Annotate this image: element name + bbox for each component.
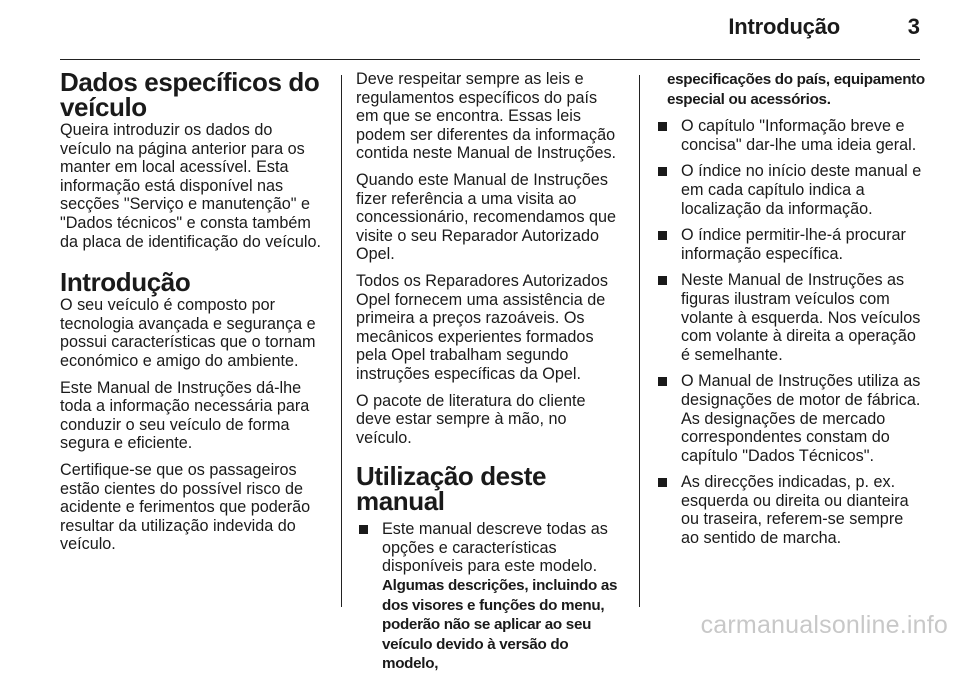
column-3 — [655, 70, 925, 556]
list-item-text: O índice no início deste manual e em cada capítulo indica a localização da informação. — [681, 162, 922, 218]
list-item-text: As direcções indicadas, p. ex. esquerda ou direita ou dianteira ou traseira, referem-se sempre ao sentido de marcha. — [681, 473, 909, 548]
paragraph-col2-2: Quando este Manual de Instruções fizer referência a uma visita ao concessionário, recomendamos que visite o seu Reparador Autorizado Opel. — [356, 170, 617, 264]
paragraph-intro-1: O seu veículo é composto por tecnologia avançada e segurança e possui características que o tornam económico e amigo do ambiente. — [60, 296, 316, 370]
paragraph-col2-3: Todos os Reparadores Autorizados Opel fornecem uma assistência de primeira a preços razoáveis. Os mecânicos experientes formados pela Opel trabalham segundo instruções específicas da Opel. — [356, 271, 608, 383]
column-1 — [60, 67, 328, 562]
heading-utilizacao: Utilização deste manual — [356, 461, 547, 517]
square-bullet-icon — [658, 478, 667, 487]
paragraph-col2-4: O pacote de literatura do cliente deve estar sempre à mão, no veículo. — [356, 391, 586, 447]
list-item — [655, 226, 925, 263]
bullet-list-col3 — [655, 70, 925, 548]
list-item — [655, 162, 925, 218]
square-bullet-icon — [658, 122, 667, 131]
list-item-text: O Manual de Instruções utiliza as designações de motor de fábrica. As designações de mercado correspondentes constam do capítulo "Dados Técnicos". — [681, 372, 921, 465]
heading-introducao: Introdução — [60, 267, 191, 298]
list-item-text: O capítulo "Informação breve e concisa" dar-lhe uma ideia geral. — [681, 117, 917, 154]
list-item — [655, 372, 925, 465]
paragraph-dados: Queira introduzir os dados do veículo na página anterior para os manter em local acessível. Esta informação está disponível nas secções "Serviço e manutenção" e "Dados técnicos" e consta também da placa de identificação do veículo. — [60, 121, 321, 251]
page-number: 3 — [907, 14, 920, 39]
list-item — [655, 117, 925, 154]
list-item-bold-text: Algumas descrições, incluindo as dos visores e funções do menu, poderão não se aplicar ao seu veículo devido à versão do modelo, — [382, 577, 618, 673]
header-title: Introdução — [728, 14, 840, 39]
heading-dados-especificos: Dados específicos do veículo — [60, 67, 320, 122]
list-item-text: Neste Manual de Instruções as figuras ilustram veículos com volante à esquerda. Nos veículos com volante à direita a operação é semelhante. — [681, 271, 921, 364]
column-2 — [356, 70, 624, 682]
list-item — [655, 271, 925, 364]
column-divider-2 — [639, 75, 640, 607]
list-item-bold-text: especificações do país, equipamento especial ou acessórios. — [667, 71, 925, 108]
watermark: carmanualsonline.info — [700, 611, 948, 639]
square-bullet-icon — [658, 231, 667, 240]
list-item — [655, 473, 925, 547]
list-item-continuation — [655, 70, 925, 109]
column-divider-1 — [341, 75, 342, 607]
list-item-text: Este manual descreve todas as opções e características disponíveis para este modelo. — [382, 520, 608, 576]
bullet-list-col2 — [356, 520, 624, 674]
header-rule — [60, 59, 920, 60]
square-bullet-icon — [658, 276, 667, 285]
paragraph-intro-3: Certifique-se que os passageiros estão cientes do possível risco de acidente e ferimentos que poderão resultar da utilização indevida do veículo. — [60, 460, 311, 554]
paragraph-col2-1: Deve respeitar sempre as leis e regulamentos específicos do país em que se encontra. Essas leis podem ser diferentes da informação contida neste Manual de Instruções. — [356, 70, 617, 163]
list-item — [356, 520, 624, 674]
list-item-text: O índice permitir-lhe-á procurar informação específica. — [681, 226, 906, 263]
square-bullet-icon — [359, 525, 368, 534]
square-bullet-icon — [658, 377, 667, 386]
square-bullet-icon — [658, 167, 667, 176]
paragraph-intro-2: Este Manual de Instruções dá-lhe toda a informação necessária para conduzir o seu veículo de forma segura e eficiente. — [60, 378, 310, 453]
